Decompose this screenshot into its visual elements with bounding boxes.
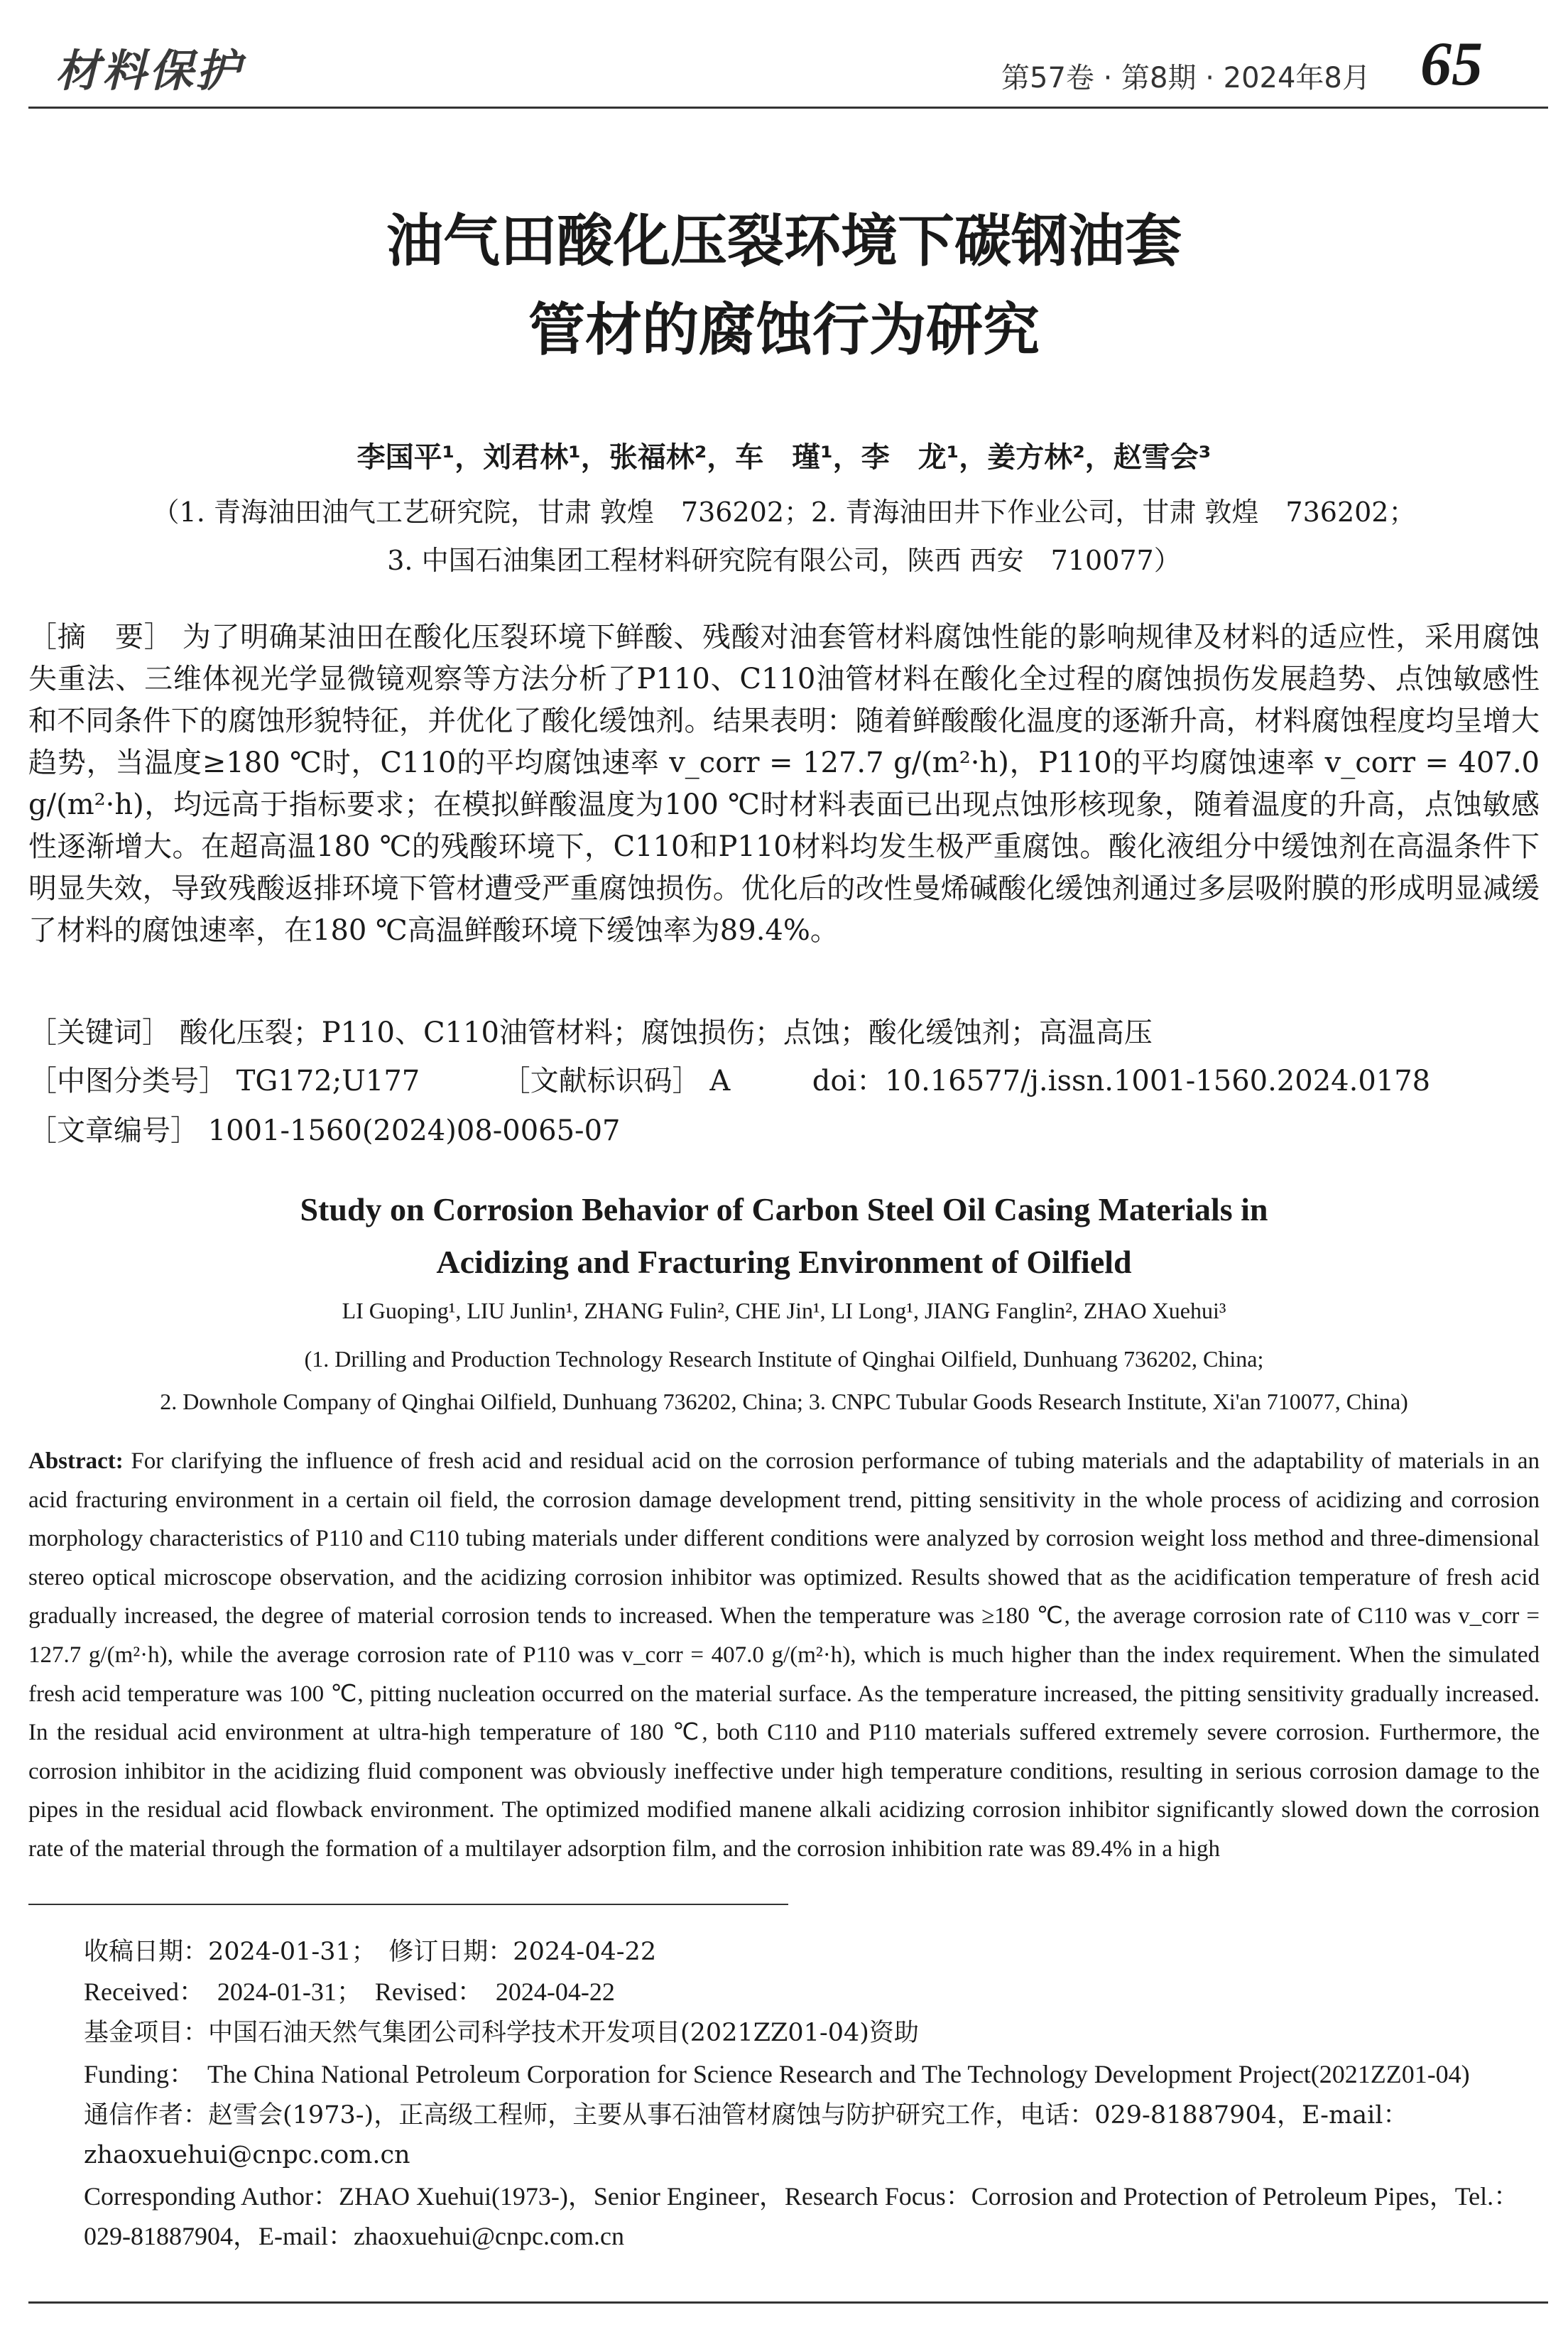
footnote-corr-cn: 通信作者：赵雪会(1973-)，正高级工程师，主要从事石油管材腐蚀与防护研究工作，电话：029-81887904，E-mail：zhaoxuehui@cnpc.com.cn — [84, 2101, 1408, 2169]
en-affiliation-line-2: 2. Downhole Company of Qinghai Oilfield, Dunhuang 736202, China; 3. CNPC Tubular Goods Research Institute, Xi'an 710077, China) — [160, 1389, 1408, 1414]
footnote-fund-cn: 基金项目：中国石油天然气集团公司科学技术开发项目(2021ZZ01-04)资助 — [84, 2019, 919, 2047]
doccode-label: ［文献标识码］ — [501, 1065, 701, 1097]
authors: 李国平¹，刘君林¹，张福林²，车 瑾¹，李 龙¹，姜方林²，赵雪会³ — [356, 441, 1212, 474]
footnote-rule — [28, 1904, 788, 1905]
clc-label: ［中图分类号］ — [28, 1065, 227, 1097]
classification — [28, 1058, 1430, 1099]
title-line-1: 油气田酸化压裂环境下碳钢油套 — [386, 208, 1182, 274]
affiliation-line-1: （1. 青海油田油气工艺研究院，甘肃 敦煌 736202；2. 青海油田井下作业公司，甘肃 敦煌 736202； — [152, 497, 1416, 528]
footnote-received-en: Received： 2024-01-31； Revised： 2024-04-22 — [84, 1978, 615, 2006]
keywords — [28, 1010, 1153, 1051]
issue-info: 第57卷 · 第8期 · 2024年8月 — [1001, 62, 1371, 94]
title-line-2: 管材的腐蚀行为研究 — [528, 297, 1040, 363]
abstract-cn — [28, 617, 1540, 952]
abstract-en-text: For clarifying the influence of fresh acid and residual acid on the corrosion performance of tubing materials and the adaptability of materials in an acid fracturing environment in a certain oil field, the corrosion damage development trend, pitting sensitivity in the whole process of acidizing and corrosion morphology characteristics of P110 and C110 tubing materials under different conditions were analyzed by corrosion weight loss method and three-dimensional stereo optical microscope observation, and the acidizing corrosion inhibitor was optimized. Results showed that as the acidification temperature of fresh acid gradually increased, the degree of material corrosion tends to increased. When the temperature was ≥180 ℃, the average corrosion rate of C110 was v_corr = 127.7 g/(m²·h), while the average corrosion rate of P110 was v_corr = 407.0 g/(m²·h), which is much higher than the index requirement. When the simulated fresh acid temperature was 100 ℃, pitting nucleation occurred on the material surface. As the temperature increased, the pitting sensitivity gradually increased. In the residual acid environment at ultra-high temperature of 180 ℃, both C110 and P110 materials suffered extremely severe corrosion. Furthermore, the corrosion inhibitor in the acidizing fluid component was obviously ineffective under high temperature conditions, resulting in serious corrosion damage to the pipes in the residual acid flowback environment. The optimized modified manene alkali acidizing corrosion inhibitor significantly slowed down the corrosion rate of the material through the formation of a multilayer adsorption film, and the corrosion inhibition rate was 89.4% in a high — [28, 1448, 1540, 1862]
article-number-label: ［文章编号］ — [28, 1115, 199, 1147]
abstract-cn-text: 为了明确某油田在酸化压裂环境下鲜酸、残酸对油套管材料腐蚀性能的影响规律及材料的适应性，采用腐蚀失重法、三维体视光学显微镜观察等方法分析了P110、C110油管材料在酸化全过程的腐蚀损伤发展趋势、点蚀敏感性和不同条件下的腐蚀形貌特征，并优化了酸化缓蚀剂。结果表明：随着鲜酸酸化温度的逐渐升高，材料腐蚀程度均呈增大趋势，当温度≥180 ℃时，C110的平均腐蚀速率 v_corr = 127.7 g/(m²·h)，P110的平均腐蚀速率 v_corr = 407.0 g/(m²·h)，均远高于指标要求；在模拟鲜酸温度为100 ℃时材料表面已出现点蚀形核现象，随着温度的升高，点蚀敏感性逐渐增大。在超高温180 ℃的残酸环境下，C110和P110材料均发生极严重腐蚀。酸化液组分中缓蚀剂在高温条件下明显失效，导致残酸返排环境下管材遭受严重腐蚀损伤。优化后的改性曼烯碱酸化缓蚀剂通过多层吸附膜的形成明显减缓了材料的腐蚀速率，在180 ℃高温鲜酸环境下缓蚀率为89.4%。 — [28, 621, 1540, 947]
journal-name: 材料保护 — [55, 45, 244, 97]
keywords-text: 酸化压裂；P110、C110油管材料；腐蚀损伤；点蚀；酸化缓蚀剂；高温高压 — [179, 1016, 1153, 1049]
article-number-value: 1001-1560(2024)08-0065-07 — [207, 1115, 621, 1147]
abstract-en-label: Abstract: — [28, 1448, 124, 1474]
footnote-received-cn: 收稿日期：2024-01-31； 修订日期：2024-04-22 — [84, 1938, 657, 1966]
footnote-fund-en: Funding： The China National Petroleum Corporation for Science Research and The Technology Development Project(2021ZZ01-04) — [84, 2060, 1470, 2088]
abstract-cn-label: ［摘 要］ — [28, 621, 173, 653]
en-affiliation-line-1: (1. Drilling and Production Technology Research Institute of Qinghai Oilfield, Dunhuang 736202, China; — [304, 1346, 1264, 1372]
en-title-line-2: Acidizing and Fracturing Environment of Oilfield — [436, 1244, 1132, 1280]
affiliation-line-2: 3. 中国石油集团工程材料研究院有限公司，陕西 西安 710077） — [387, 545, 1181, 576]
bottom-rule — [28, 2301, 1548, 2304]
footnote-corr-en: Corresponding Author：ZHAO Xuehui(1973-)，Senior Engineer，Research Focus：Corrosion and Protection of Petroleum Pipes，Tel.：029-81887904，E-mail：zhaoxuehui@cnpc.com.cn — [84, 2182, 1520, 2250]
doi: doi：10.16577/j.issn.1001-1560.2024.0178 — [812, 1065, 1431, 1097]
clc-value: TG172;U177 — [236, 1065, 420, 1097]
abstract-en — [28, 1442, 1540, 1869]
en-authors: LI Guoping¹, LIU Junlin¹, ZHANG Fulin², CHE Jin¹, LI Long¹, JIANG Fanglin², ZHAO Xuehui³ — [342, 1298, 1226, 1323]
header-rule — [28, 107, 1548, 109]
en-title-line-1: Study on Corrosion Behavior of Carbon Steel Oil Casing Materials in — [300, 1191, 1268, 1227]
article-number — [28, 1108, 620, 1149]
page-number: 65 — [1420, 30, 1483, 99]
doccode-value: A — [709, 1065, 731, 1097]
keywords-label: ［关键词］ — [28, 1016, 170, 1049]
